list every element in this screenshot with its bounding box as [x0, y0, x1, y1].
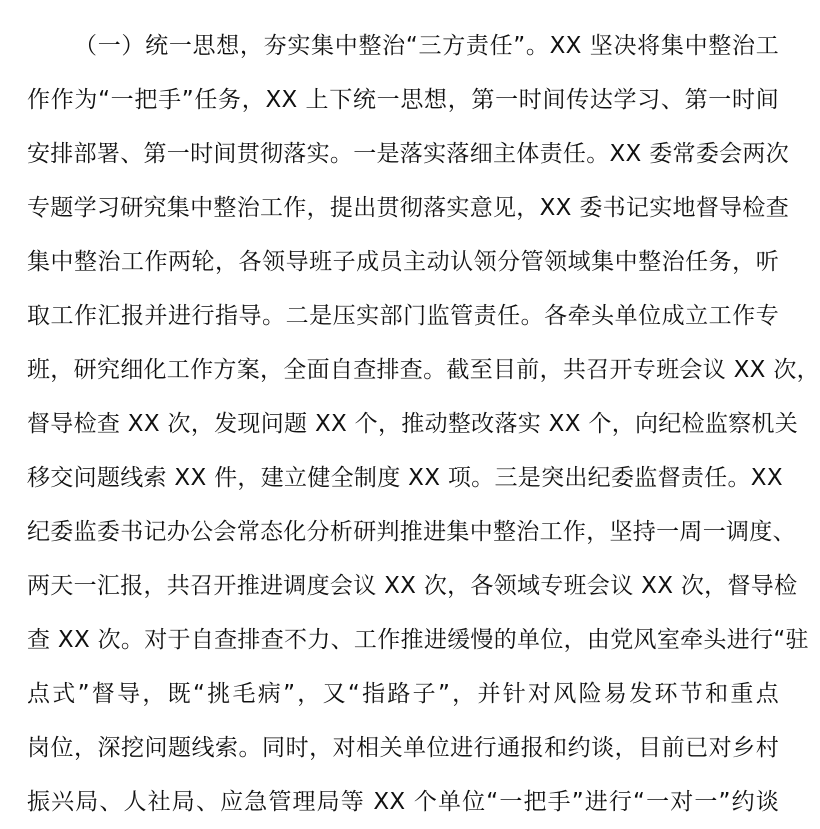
- text-line-13: 点式”督导，既“挑毛病”，又“指路子”，并针对风险易发环节和重点: [27, 681, 779, 707]
- text-line-7: 班，研究细化工作方案，全面自查排查。截至目前，共召开专班会议 XX 次，: [27, 357, 820, 383]
- text-line-10: 纪委监委书记办公会常态化分析研判推进集中整治工作，坚持一周一调度、: [27, 519, 796, 545]
- text-line-4: 专题学习研究集中整治工作，提出贯彻落实意见，XX 委书记实地督导检查: [27, 195, 790, 221]
- text-line-11: 两天一汇报，共召开推进调度会议 XX 次，各领域专班会议 XX 次，督导检: [27, 573, 798, 599]
- text-line-6: 取工作汇报并进行指导。二是压实部门监管责任。各牵头单位成立工作专: [27, 303, 779, 329]
- text-line-2: 作作为“一把手”任务，XX 上下统一思想，第一时间传达学习、第一时间: [27, 87, 779, 113]
- text-line-5: 集中整治工作两轮，各领导班子成员主动认领分管领域集中整治任务，听: [27, 249, 779, 275]
- text-line-3: 安排部署、第一时间贯彻落实。一是落实落细主体责任。XX 委常委会两次: [27, 141, 790, 167]
- text-line-15: 振兴局、人社局、应急管理局等 XX 个单位“一把手”进行“一对一”约谈: [27, 789, 779, 815]
- text-line-8: 督导检查 XX 次，发现问题 XX 个，推动整改落实 XX 个，向纪检监察机关: [27, 411, 799, 437]
- text-line-9: 移交问题线索 XX 件，建立健全制度 XX 项。三是突出纪委监督责任。XX: [27, 465, 783, 491]
- text-line-14: 岗位，深挖问题线索。同时，对相关单位进行通报和约谈，目前已对乡村: [27, 735, 779, 761]
- text-line-1: （一）统一思想，夯实集中整治“三方责任”。XX 坚决将集中整治工: [74, 33, 779, 59]
- text-line-12: 查 XX 次。对于自查排查不力、工作推进缓慢的单位，由党风室牵头进行“驻: [27, 627, 809, 653]
